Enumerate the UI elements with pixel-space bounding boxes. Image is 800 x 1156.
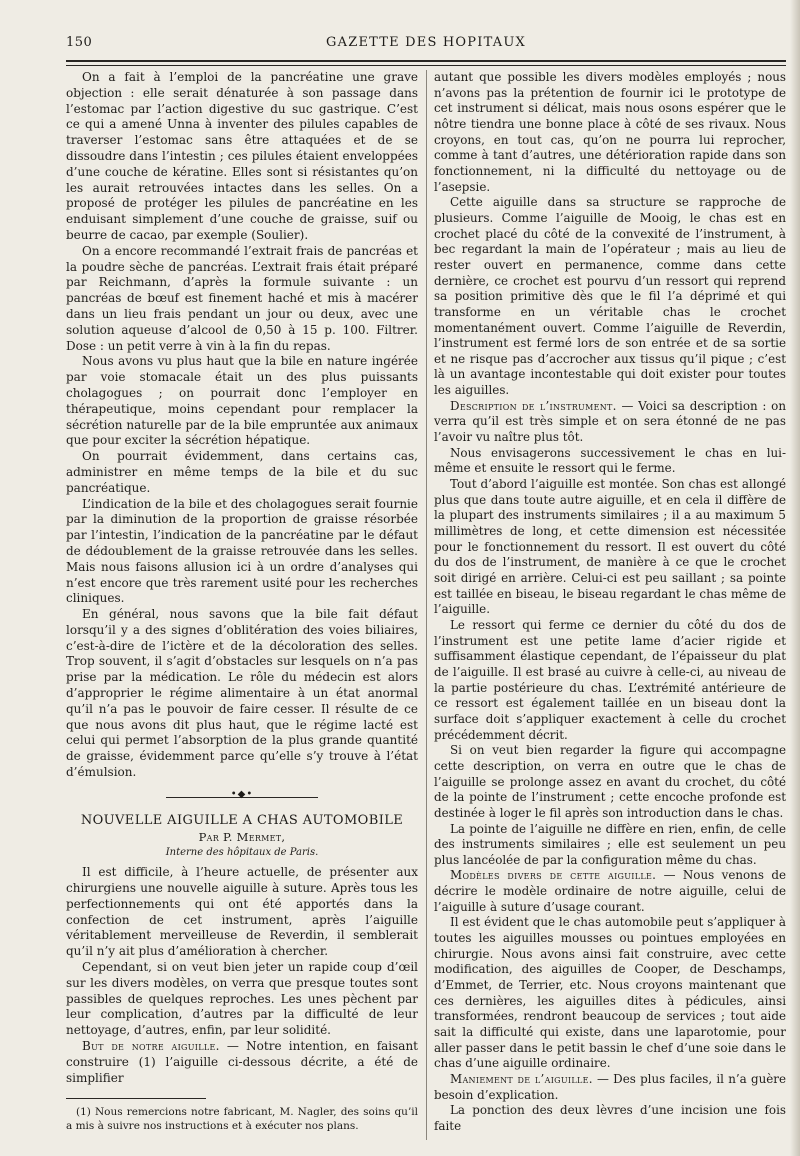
paragraph: Si on veut bien regarder la figure qui accompagne cette description, on verra en outre que le chas de l’aiguille se prolonge assez en avant du crochet, du côté de la pointe de l’instrument ; cette encoche profonde est destinée à loger le fil après son introduction dans le chas. bbox=[434, 743, 786, 820]
paragraph: En général, nous savons que la bile fait défaut lorsqu’il y a des signes d’oblitération des voies biliaires, c’est-à-dire de l’ictère et de la décoloration des selles. Trop souvent, il s’agit d’obstacles sur lesquels on n’a pas prise par la médication. Le rôle du médecin est alors d’approprier le régime alimentaire à un état anormal qu’il n’a pas le pouvoir de faire cesser. Il résulte de ce que nous avons dit plus haut, que le régime lacté est celui qui permet l’absorption de la plus grande quantité de graisse, évidemment parce qu’elle s’y trouve à l’état d’émulsion. bbox=[66, 607, 418, 780]
paragraph-text: — Des plus faciles, il n’a guère besoin d’explication. bbox=[434, 1072, 787, 1102]
article-title: NOUVELLE AIGUILLE A CHAS AUTOMOBILE bbox=[80, 812, 404, 828]
section-heading: Maniement de l’aiguille. bbox=[450, 1072, 593, 1086]
paragraph: On pourrait évidemment, dans certains cas, administrer en même temps de la bile et du suc pancréatique. bbox=[66, 449, 418, 495]
column-separator bbox=[426, 70, 427, 1140]
paragraph bbox=[434, 868, 786, 915]
paragraph: autant que possible les divers modèles employés ; nous n’avons pas la prétention de fournir ici le prototype de cet instrument si délicat, mais nous osons espérer que le nôtre tiendra une bonne place à côté de ses rivaux. Nous croyons, en tout cas, qu’on ne pourra lui reprocher, comme à tant d’autres, une détérioration rapide dans son fonctionnement, ni la difficulté du nettoyage ou de l’asepsie. bbox=[434, 70, 786, 194]
paragraph: Il est difficile, à l’heure actuelle, de présenter aux chirurgiens une nouvelle aiguille à suture. Après tous les perfectionnements qui ont été apportés dans la confection de cet instrument, après l’aiguille véritablement merveilleuse de Reverdin, il semblerait qu’il n’y ait plus d’amélioration à chercher. bbox=[66, 865, 418, 959]
paragraph: Tout d’abord l’aiguille est montée. Son chas est allongé plus que dans toute autre aiguille, et en cela il diffère de la plupart des instruments similaires ; il a au maximum 5 millimètres de long, et cette dimension est nécessitée pour le fonctionnement du ressort. Il est ouvert du côté du dos de l’instrument, de manière à ce que le crochet soit dirigé en arrière. Celui-ci est peu saillant ; sa pointe est taillée en biseau, le biseau regardant le chas même de l’aiguille. bbox=[434, 477, 786, 617]
paragraph: Il est évident que le chas automobile peut s’appliquer à toutes les aiguilles mousses ou pointues employées en chirurgie. Nous avons ainsi fait construire, avec cette modification, des aiguilles de Cooper, de Deschamps, d’Emmet, de Terrier, etc. Nous croyons maintenant que ces dernières, les aiguilles dites à pédicules, ainsi transformées, rendront beaucoup de services ; tout aide sait la difficulté qui existe, dans une laparotomie, pour aller passer dans le petit bassin le chef d’une soie dans le chas d’une aiguille ordinaire. bbox=[434, 915, 786, 1071]
header-rule bbox=[66, 60, 786, 62]
journal-title: GAZETTE DES HOPITAUX bbox=[326, 35, 526, 50]
footnote: (1) Nous remercions notre fabricant, M. Nagler, des soins qu’il a mis à suivre nos instructions et à exécuter nos plans. bbox=[66, 1106, 418, 1133]
section-heading: But de notre aiguille. bbox=[82, 1039, 220, 1054]
divider-ornament: •◆• bbox=[230, 788, 254, 800]
author-affiliation: Interne des hôpitaux de Paris. bbox=[165, 847, 319, 859]
paragraph bbox=[434, 399, 786, 446]
paragraph: Nous avons vu plus haut que la bile en nature ingérée par voie stomacale était un des plus puissants cholagogues ; on pourrait donc l’employer en thérapeutique, moins cependant pour remplacer la sécrétion naturelle par de la bile empruntée aux animaux que pour exciter la sécrétion hépatique. bbox=[66, 354, 418, 448]
paragraph: On a fait à l’emploi de la pancréatine une grave objection : elle serait dénaturée à son passage dans l’estomac par l’action digestive du suc gastrique. C’est ce qui a amené Unna à inventer des pilules capables de traverser l’estomac sans être attaquées et de se dissoudre dans l’intestin ; ces pilules étaient enveloppées d’une couche de kératine. Elles sont si résistantes qu’on les aurait retrouvées intactes dans les selles. On a proposé de protéger les pilules de pancréatine en les enduisant simplement d’une couche de graisse, suif ou beurre de cacao, par exemple (Soulier). bbox=[66, 70, 418, 242]
header-rule-thin bbox=[66, 65, 786, 66]
page-number: 150 bbox=[66, 35, 93, 50]
paragraph: Nous envisagerons successivement le chas en lui-même et ensuite le ressort qui le ferme. bbox=[434, 445, 786, 476]
article-author: Par P. Mermet, bbox=[198, 829, 286, 844]
section-heading: Description de l’instrument. bbox=[450, 398, 617, 413]
paragraph bbox=[66, 1039, 418, 1086]
paragraph: Cette aiguille dans sa structure se rapproche de plusieurs. Comme l’aiguille de Mooig, le chas est en crochet placé du côté de la convexité de l’instrument, à bec regardant la main de l’opérateur ; mais au lieu de rester ouvert en permanence, comme dans cette dernière, ce crochet est pourvu d’un ressort qui reprend sa position primitive dès que le fil l’a déprimé et qui transforme en un véritable chas le crochet momentanément ouvert. Comme l’aiguille de Reverdin, l’instrument est fermé lors de son entrée et de sa sortie et ne risque pas d’accrocher aux tissus qu’il pique ; c’est là un avantage incontestable qui doit exister pour toutes les aiguilles. bbox=[434, 195, 786, 398]
page-edge-shadow bbox=[790, 0, 800, 1156]
paragraph: La ponction des deux lèvres d’une incision une fois faite bbox=[434, 1103, 786, 1133]
left-column bbox=[66, 70, 418, 1133]
section-heading: Modèles divers de cette aiguille. bbox=[450, 868, 657, 883]
paragraph: La pointe de l’aiguille ne diffère en rien, enfin, de celle des instruments similaires ; elle est seulement un peu plus lancéolée de par la configuration même du chas. bbox=[434, 821, 786, 867]
section-divider bbox=[66, 788, 418, 802]
paragraph: Le ressort qui ferme ce dernier du côté du dos de l’instrument est une petite lame d’acier rigide et suffisamment élastique cependant, de l’épaisseur du plat de l’aiguille. Il est brasé au cuivre à celle-ci, au niveau de la partie postérieure du chas. L’extrémité antérieure de ce ressort est également taillée en un biseau dont la surface doit s’appliquer exactement à celle du crochet précédemment décrit. bbox=[434, 617, 786, 742]
paragraph-text: — Nous venons de décrire le modèle ordinaire de notre aiguille, celui de l’aiguille à suture d’usage courant. bbox=[434, 868, 786, 914]
paragraph-text: — Voici sa description : on verra qu’il est très simple et on sera étonné de ne pas l’avoir vu naître plus tôt. bbox=[434, 398, 786, 445]
paragraph-text: — Notre intention, en faisant construire (1) l’aiguille ci-dessous décrite, a été de simplifier bbox=[66, 1039, 418, 1085]
page-header bbox=[66, 30, 786, 52]
paragraph: Cependant, si on veut bien jeter un rapide coup d’œil sur les divers modèles, on verra que presque toutes sont passibles de quelques reproches. Les unes pèchent par leur complication, d’autres par la difficulté de leur nettoyage, d’autres, enfin, par leur solidité. bbox=[66, 960, 418, 1038]
paragraph bbox=[434, 1072, 786, 1103]
footnote-rule bbox=[66, 1098, 206, 1099]
right-column bbox=[434, 70, 786, 1135]
paragraph: On a encore recommandé l’extrait frais de pancréas et la poudre sèche de pancréas. L’extrait frais était préparé par Reichmann, d’après la formule suivante : un pancréas de bœuf est finement haché et mis à macérer dans un lieu frais pendant un jour ou deux, avec une solution aqueuse d’alcool de 0,50 à 15 p. 100. Filtrer. Dose : un petit verre à vin à la fin du repas. bbox=[66, 243, 418, 353]
paragraph: L’indication de la bile et des cholagogues serait fournie par la diminution de la proportion de graisse résorbée par l’intestin, l’indication de la pancréatine par le défaut de dédoublement de la graisse retrouvée dans les selles. Mais nous faisons allusion ici à un ordre d’analyses qui n’est encore que très rarement usité pour les recherches cliniques. bbox=[66, 496, 418, 606]
